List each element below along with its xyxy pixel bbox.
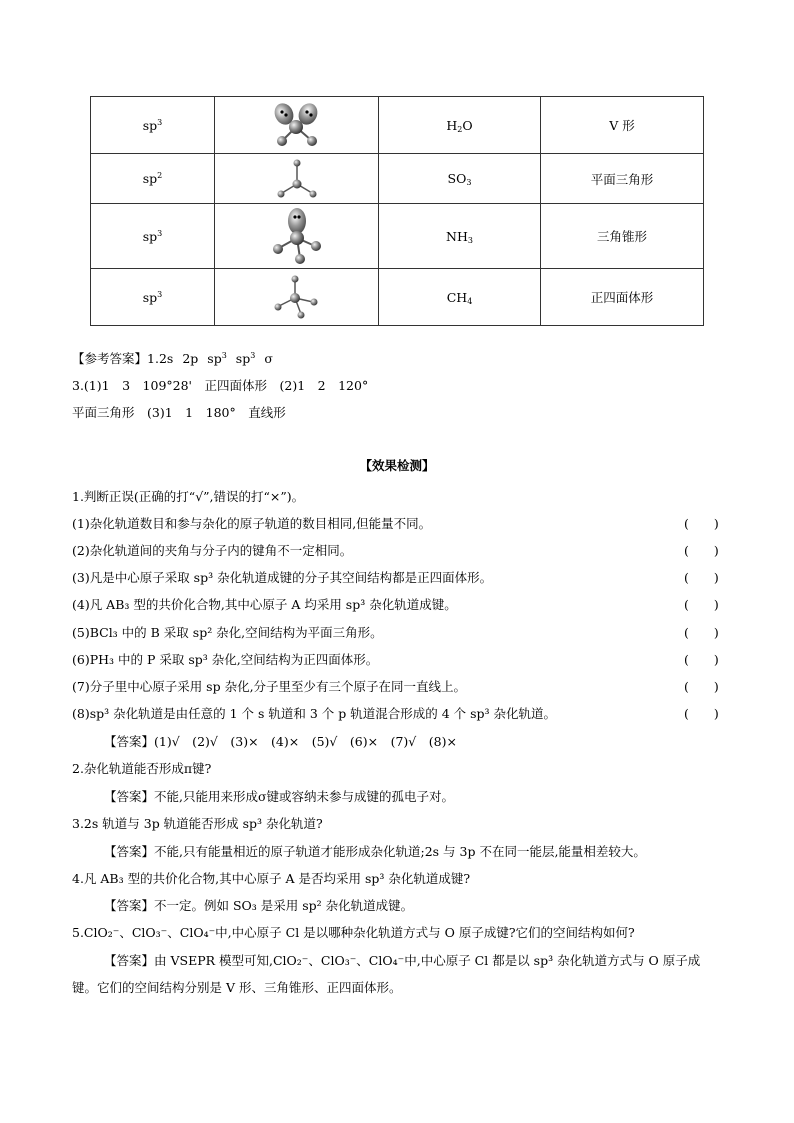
molecule-model-cell — [215, 204, 379, 269]
answer-blank: ( ) — [684, 652, 719, 667]
shape-cell: 平面三角形 — [541, 154, 704, 204]
hybridization-cell: $sp^2$ — [91, 154, 215, 204]
molecule-model-cell — [215, 97, 379, 154]
hybridization-cell: $sp^3$ — [91, 97, 215, 154]
q1-item-6: (6)PH₃ 中的 P 采取 sp³ 杂化,空间结构为正四面体形。 — [72, 652, 379, 667]
answer-blank: ( ) — [684, 706, 719, 721]
q5-question: 5.ClO₂⁻、ClO₃⁻、ClO₄⁻中,中心原子 Cl 是以哪种杂化轨道方式与 O 原子成键?它们的空间结构如何? — [72, 925, 635, 940]
molecule-model-cell — [215, 269, 379, 326]
q1-item-3: (3)凡是中心原子采取 sp³ 杂化轨道成键的分子其空间结构都是正四面体形。 — [72, 570, 493, 585]
reference-answer-line-3: 平面三角形 (3)1 1 180° 直线形 — [72, 405, 286, 420]
shape-cell: V 形 — [541, 97, 704, 154]
q1-item-5: (5)BCl₃ 中的 B 采取 sp² 杂化,空间结构为平面三角形。 — [72, 625, 383, 640]
shape-cell: 三角锥形 — [541, 204, 704, 269]
q1-item-8: (8)sp³ 杂化轨道是由任意的 1 个 s 轨道和 3 个 p 轨道混合形成的 4 个 sp³ 杂化轨道。 — [72, 706, 556, 721]
q4-question: 4.凡 AB₃ 型的共价化合物,其中心原子 A 是否均采用 sp³ 杂化轨道成键? — [72, 871, 471, 886]
answer-blank: ( ) — [684, 679, 719, 694]
formula-cell: $CH_4$ — [379, 269, 541, 326]
q1-item-1: (1)杂化轨道数目和参与杂化的原子轨道的数目相同,但能量不同。 — [72, 516, 432, 531]
tetrahedral-model-icon — [269, 274, 325, 320]
q1-intro: 1.判断正误(正确的打“√”,错误的打“×”)。 — [72, 489, 305, 504]
q1-answer: 【答案】(1)√ (2)√ (3)× (4)× (5)√ (6)× (7)√ (8)× — [104, 734, 457, 749]
molecule-model-cell — [215, 154, 379, 204]
trigonal-planar-model-icon — [272, 158, 322, 200]
answer-blank: ( ) — [684, 543, 719, 558]
answer-blank: ( ) — [684, 625, 719, 640]
shape-cell: 正四面体形 — [541, 269, 704, 326]
formula-cell: $H_2O$ — [379, 97, 541, 154]
reference-answer-line-2: 3.(1)1 3 109°28' 正四面体形 (2)1 2 120° — [72, 378, 369, 393]
answer-blank: ( ) — [684, 570, 719, 585]
formula-cell: $NH_3$ — [379, 204, 541, 269]
answer-blank: ( ) — [684, 597, 719, 612]
q5-answer-line-1: 【答案】由 VSEPR 模型可知,ClO₂⁻、ClO₃⁻、ClO₄⁻中,中心原子 Cl 都是以 sp³ 杂化轨道方式与 O 原子成 — [104, 953, 701, 968]
q1-item-7: (7)分子里中心原子采用 sp 杂化,分子里至少有三个原子在同一直线上。 — [72, 679, 467, 694]
q2-answer: 【答案】不能,只能用来形成σ键或容纳未参与成键的孤电子对。 — [104, 789, 455, 804]
table-row — [91, 97, 704, 154]
q2-question: 2.杂化轨道能否形成π键? — [72, 761, 212, 776]
answer-blank: ( ) — [684, 516, 719, 531]
q3-question: 3.2s 轨道与 3p 轨道能否形成 sp³ 杂化轨道? — [72, 816, 323, 831]
ammonia-molecule-model-icon — [267, 206, 327, 266]
q5-answer-line-2: 键。它们的空间结构分别是 V 形、三角锥形、正四面体形。 — [72, 980, 402, 995]
q3-answer: 【答案】不能,只有能量相近的原子轨道才能形成杂化轨道;2s 与 3p 不在同一能层,能量相差较大。 — [104, 844, 646, 859]
q1-item-2: (2)杂化轨道间的夹角与分子内的键角不一定相同。 — [72, 543, 353, 558]
hybridization-cell: $sp^3$ — [91, 204, 215, 269]
water-molecule-model-icon — [267, 100, 327, 150]
q4-answer: 【答案】不一定。例如 SO₃ 是采用 sp² 杂化轨道成键。 — [104, 898, 414, 913]
section-title: 【效果检测】 — [359, 458, 435, 473]
hybridization-table — [90, 96, 704, 326]
hybridization-cell: $sp^3$ — [91, 269, 215, 326]
table-row — [91, 204, 704, 269]
formula-cell: $SO_3$ — [379, 154, 541, 204]
reference-answer-line-1: 【参考答案】1.2s 2p $sp^3$ $sp^3$ σ — [72, 351, 273, 366]
table-row — [91, 269, 704, 326]
table-row — [91, 154, 704, 204]
q1-item-4: (4)凡 AB₃ 型的共价化合物,其中心原子 A 均采用 sp³ 杂化轨道成键。 — [72, 597, 457, 612]
